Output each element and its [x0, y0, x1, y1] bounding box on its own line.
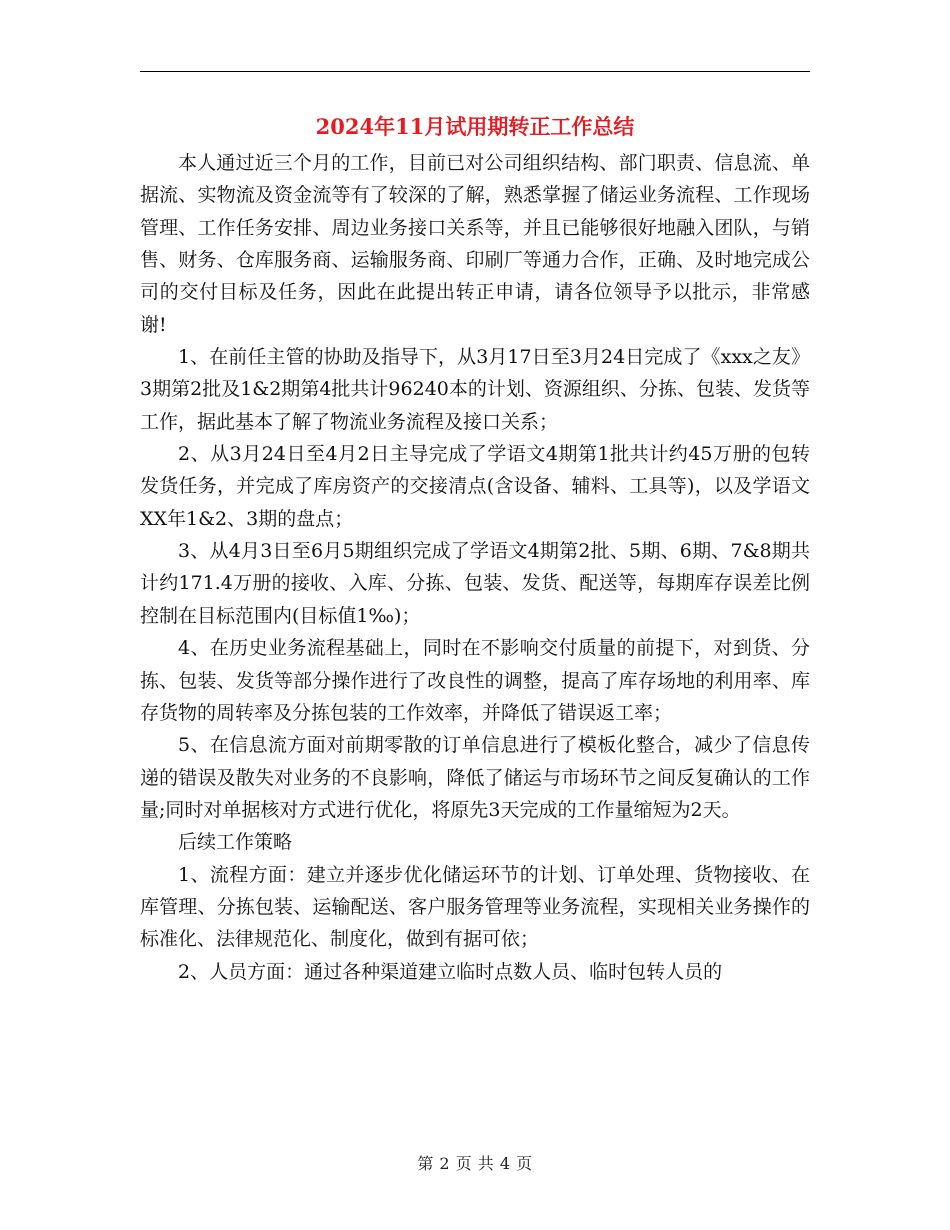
- paragraph-item-5: 5、在信息流方面对前期零散的订单信息进行了模板化整合，减少了信息传递的错误及散失对业务的不良影响，降低了储运与市场环节之间反复确认的工作量;同时对单据核对方式进行优化，将原先3天完成的工作量缩短为2天。: [140, 734, 810, 821]
- section-heading-strategy: 后续工作策略: [178, 831, 293, 854]
- paragraph-item-1: 1、在前任主管的协助及指导下，从3月17日至3月24日完成了《xxx之友》3期第2批及1&2期第4批共计96240本的计划、资源组织、分拣、包装、发货等工作，据此基本了解了物流业务流程及接口关系；: [140, 346, 810, 433]
- paragraph-intro: 本人通过近三个月的工作，目前已对公司组织结构、部门职责、信息流、单据流、实物流及资金流等有了较深的了解，熟悉掌握了储运业务流程、工作现场管理、工作任务安排、周边业务接口关系等，并且已能够很好地融入团队，与销售、财务、仓库服务商、运输服务商、印刷厂等通力合作，正确、及时地完成公司的交付目标及任务，因此在此提出转正申请，请各位领导予以批示，非常感谢!: [140, 152, 810, 336]
- paragraph-item-4: 4、在历史业务流程基础上，同时在不影响交付质量的前提下，对到货、分拣、包装、发货等部分操作进行了改良性的调整，提高了库存场地的利用率、库存货物的周转率及分拣包装的工作效率，并降低了错误返工率；: [140, 637, 810, 724]
- paragraph-strategy-1: 1、流程方面：建立并逐步优化储运环节的计划、订单处理、货物接收、在库管理、分拣包装、运输配送、客户服务管理等业务流程，实现相关业务操作的标准化、法律规范化、制度化，做到有据可依；: [140, 863, 810, 951]
- document-title: 2024年11月试用期转正工作总结: [315, 114, 635, 139]
- paragraph-item-2: 2、从3月24日至4月2日主导完成了学语文4期第1批共计约45万册的包转发货任务，并完成了库房资产的交接清点(含设备、辅料、工具等)，以及学语文XX年1&2、3期的盘点；: [140, 443, 810, 530]
- paragraph-strategy-2: 2、人员方面：通过各种渠道建立临时点数人员、临时包转人员的: [178, 960, 723, 983]
- page-footer: 第 2 页 共 4 页: [417, 1154, 533, 1173]
- paragraph-item-3: 3、从4月3日至6月5期组织完成了学语文4期第2批、5期、6期、7&8期共计约171.4万册的接收、入库、分拣、包装、发货、配送等，每期库存误差比例控制在目标范围内(目标值1‰)；: [140, 540, 810, 627]
- header-rule: [140, 71, 810, 72]
- document-body: [140, 147, 810, 988]
